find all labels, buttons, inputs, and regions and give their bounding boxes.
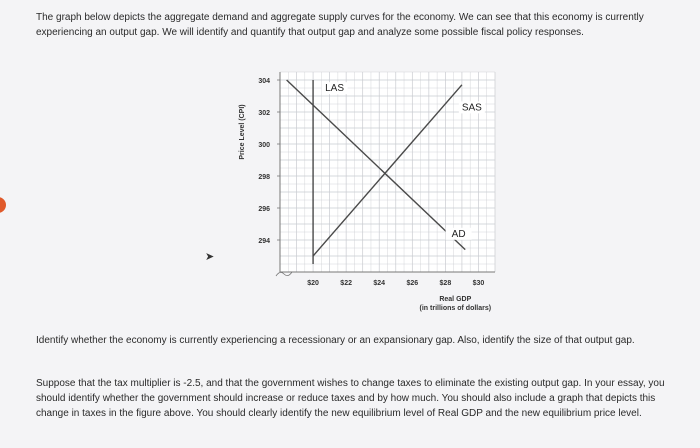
sas-curve-label: SAS — [461, 102, 482, 114]
x-tick-label: $30 — [472, 280, 485, 287]
question-tax-multiplier: Suppose that the tax multiplier is -2.5, and that the government wishes to change taxes to eliminate the existing output gap. In your essay, you should identify whether the government should increase or reduce taxes and by how much. You should also include a graph that depicts this change in taxes in the figure above. You should clearly identify the new equilibrium level of Real GDP and the new equilibrium price level. — [36, 378, 665, 419]
y-tick-label: 304 — [258, 78, 270, 85]
x-tick-label: $26 — [406, 280, 419, 287]
question-output-gap: Identify whether the economy is currently experiencing a recessionary or an expansionary gap. Also, identify the size of that output gap. — [36, 335, 635, 346]
y-tick-label: 302 — [258, 110, 270, 117]
intro-paragraph: The graph below depicts the aggregate demand and aggregate supply curves for the economy. We can see that this economy is currently experiencing an output gap. We will identify and quantify that output gap and analyze some possible fiscal policy responses. — [36, 12, 644, 38]
x-tick-label: $20 — [307, 280, 319, 287]
side-tab-marker — [0, 197, 6, 213]
y-tick-label: 296 — [258, 206, 270, 213]
x-tick-label: $22 — [340, 280, 352, 287]
axis-break-mark — [276, 272, 292, 276]
las-curve-label: LAS — [325, 83, 345, 95]
ad-curve-label: AD — [451, 228, 466, 240]
ad-as-chart — [230, 62, 500, 326]
y-tick-label: 300 — [258, 142, 270, 149]
x-tick-label: $28 — [439, 280, 452, 287]
y-axis-label: Price Level (CPI) — [239, 104, 246, 160]
y-tick-label: 294 — [258, 238, 270, 245]
x-axis-label: Real GDP — [439, 296, 472, 303]
cursor-arrow-icon: ➤ — [205, 251, 215, 263]
y-tick-label: 298 — [258, 174, 270, 181]
x-axis-sublabel: (in trillions of dollars) — [419, 305, 492, 312]
x-tick-label: $24 — [373, 280, 386, 287]
